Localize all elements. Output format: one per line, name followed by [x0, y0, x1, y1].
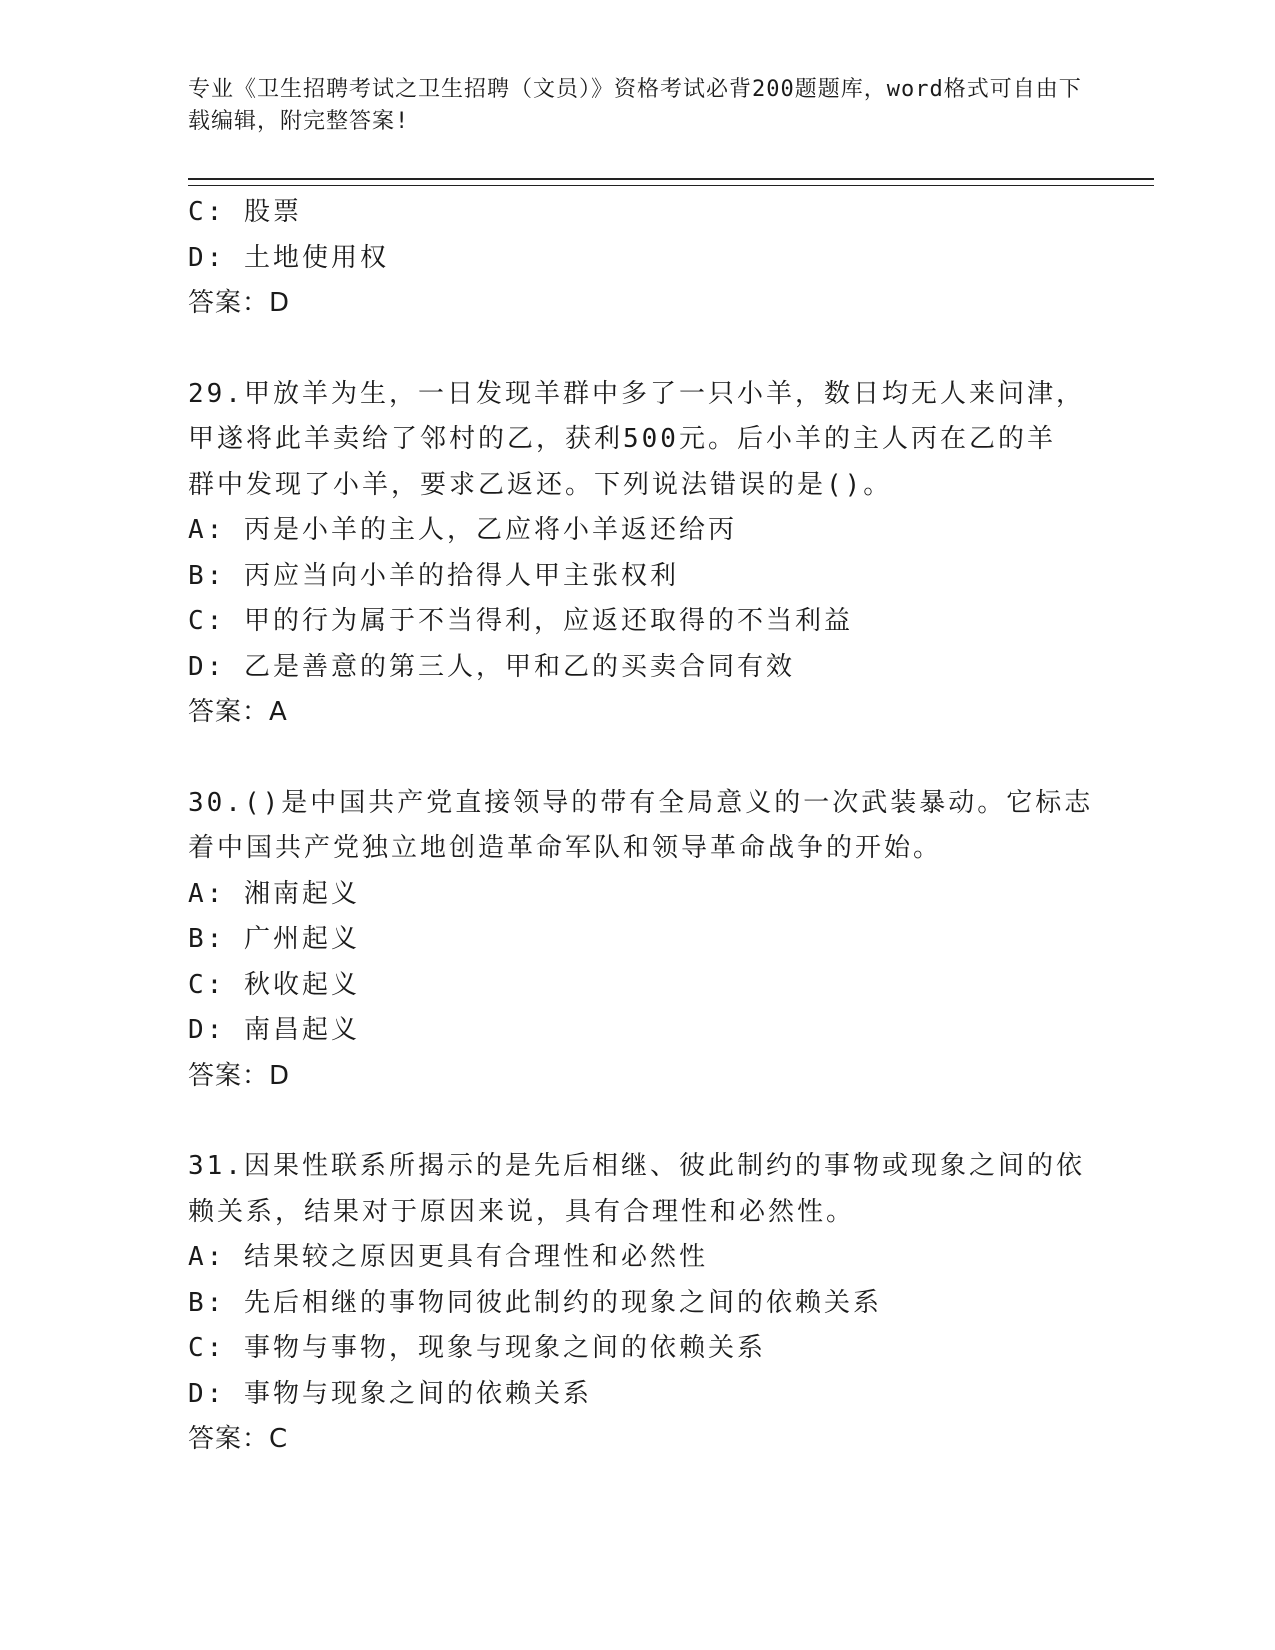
- question-stem-line: 甲遂将此羊卖给了邻村的乙，获利500元。后小羊的主人丙在乙的羊: [188, 424, 1056, 454]
- option-b: B: 广州起义: [188, 924, 360, 954]
- option-d: D: 乙是善意的第三人，甲和乙的买卖合同有效: [188, 651, 795, 682]
- option-c: C: 秋收起义: [188, 969, 360, 1000]
- question-28: [188, 190, 1088, 327]
- option-c: C: 股票: [188, 197, 302, 227]
- question-stem-line: 赖关系，结果对于原因来说，具有合理性和必然性。: [188, 1196, 856, 1227]
- question-stem-line: 29.甲放羊为生，一日发现羊群中多了一只小羊，数日均无人来问津，: [188, 378, 1085, 409]
- question-31: [188, 1144, 1088, 1463]
- question-stem-line: 群中发现了小羊，要求乙返还。下列说法错误的是()。: [188, 469, 893, 500]
- option-c: C: 事物与事物，现象与现象之间的依赖关系: [188, 1333, 766, 1363]
- question-29: [188, 372, 1088, 736]
- answer: 答案：D: [188, 288, 291, 318]
- header-divider: [188, 178, 1154, 186]
- question-list: [188, 190, 1094, 1463]
- option-b: B: 先后相继的事物同彼此制约的现象之间的依赖关系: [188, 1287, 882, 1318]
- question-stem-line: 30.()是中国共产党直接领导的带有全局意义的一次武装暴动。它标志: [188, 787, 1094, 818]
- question-stem-line: 31.因果性联系所揭示的是先后相继、彼此制约的事物或现象之间的依: [188, 1151, 1085, 1181]
- option-d: D: 南昌起义: [188, 1015, 360, 1045]
- spacer: [188, 1099, 1088, 1144]
- option-b: B: 丙应当向小羊的拾得人甲主张权利: [188, 560, 679, 591]
- option-d: D: 事物与现象之间的依赖关系: [188, 1378, 592, 1409]
- option-d: D: 土地使用权: [188, 242, 389, 273]
- option-c: C: 甲的行为属于不当得利，应返还取得的不当利益: [188, 606, 853, 636]
- spacer: [188, 327, 1088, 372]
- question-30: [188, 781, 1094, 1100]
- option-a: A: 结果较之原因更具有合理性和必然性: [188, 1242, 708, 1272]
- spacer: [188, 736, 1088, 781]
- answer: 答案：D: [188, 1060, 291, 1091]
- question-stem-line: 着中国共产党独立地创造革命军队和领导革命战争的开始。: [188, 833, 943, 863]
- option-a: A: 丙是小羊的主人，乙应将小羊返还给丙: [188, 515, 737, 545]
- document-title: 专业《卫生招聘考试之卫生招聘（文员）》资格考试必背200题题库，word格式可自由下载编辑，附完整答案!: [188, 77, 1082, 134]
- document-header: [188, 74, 1088, 138]
- answer: 答案：A: [188, 697, 288, 727]
- answer: 答案：C: [188, 1424, 289, 1454]
- option-a: A: 湘南起义: [188, 878, 360, 909]
